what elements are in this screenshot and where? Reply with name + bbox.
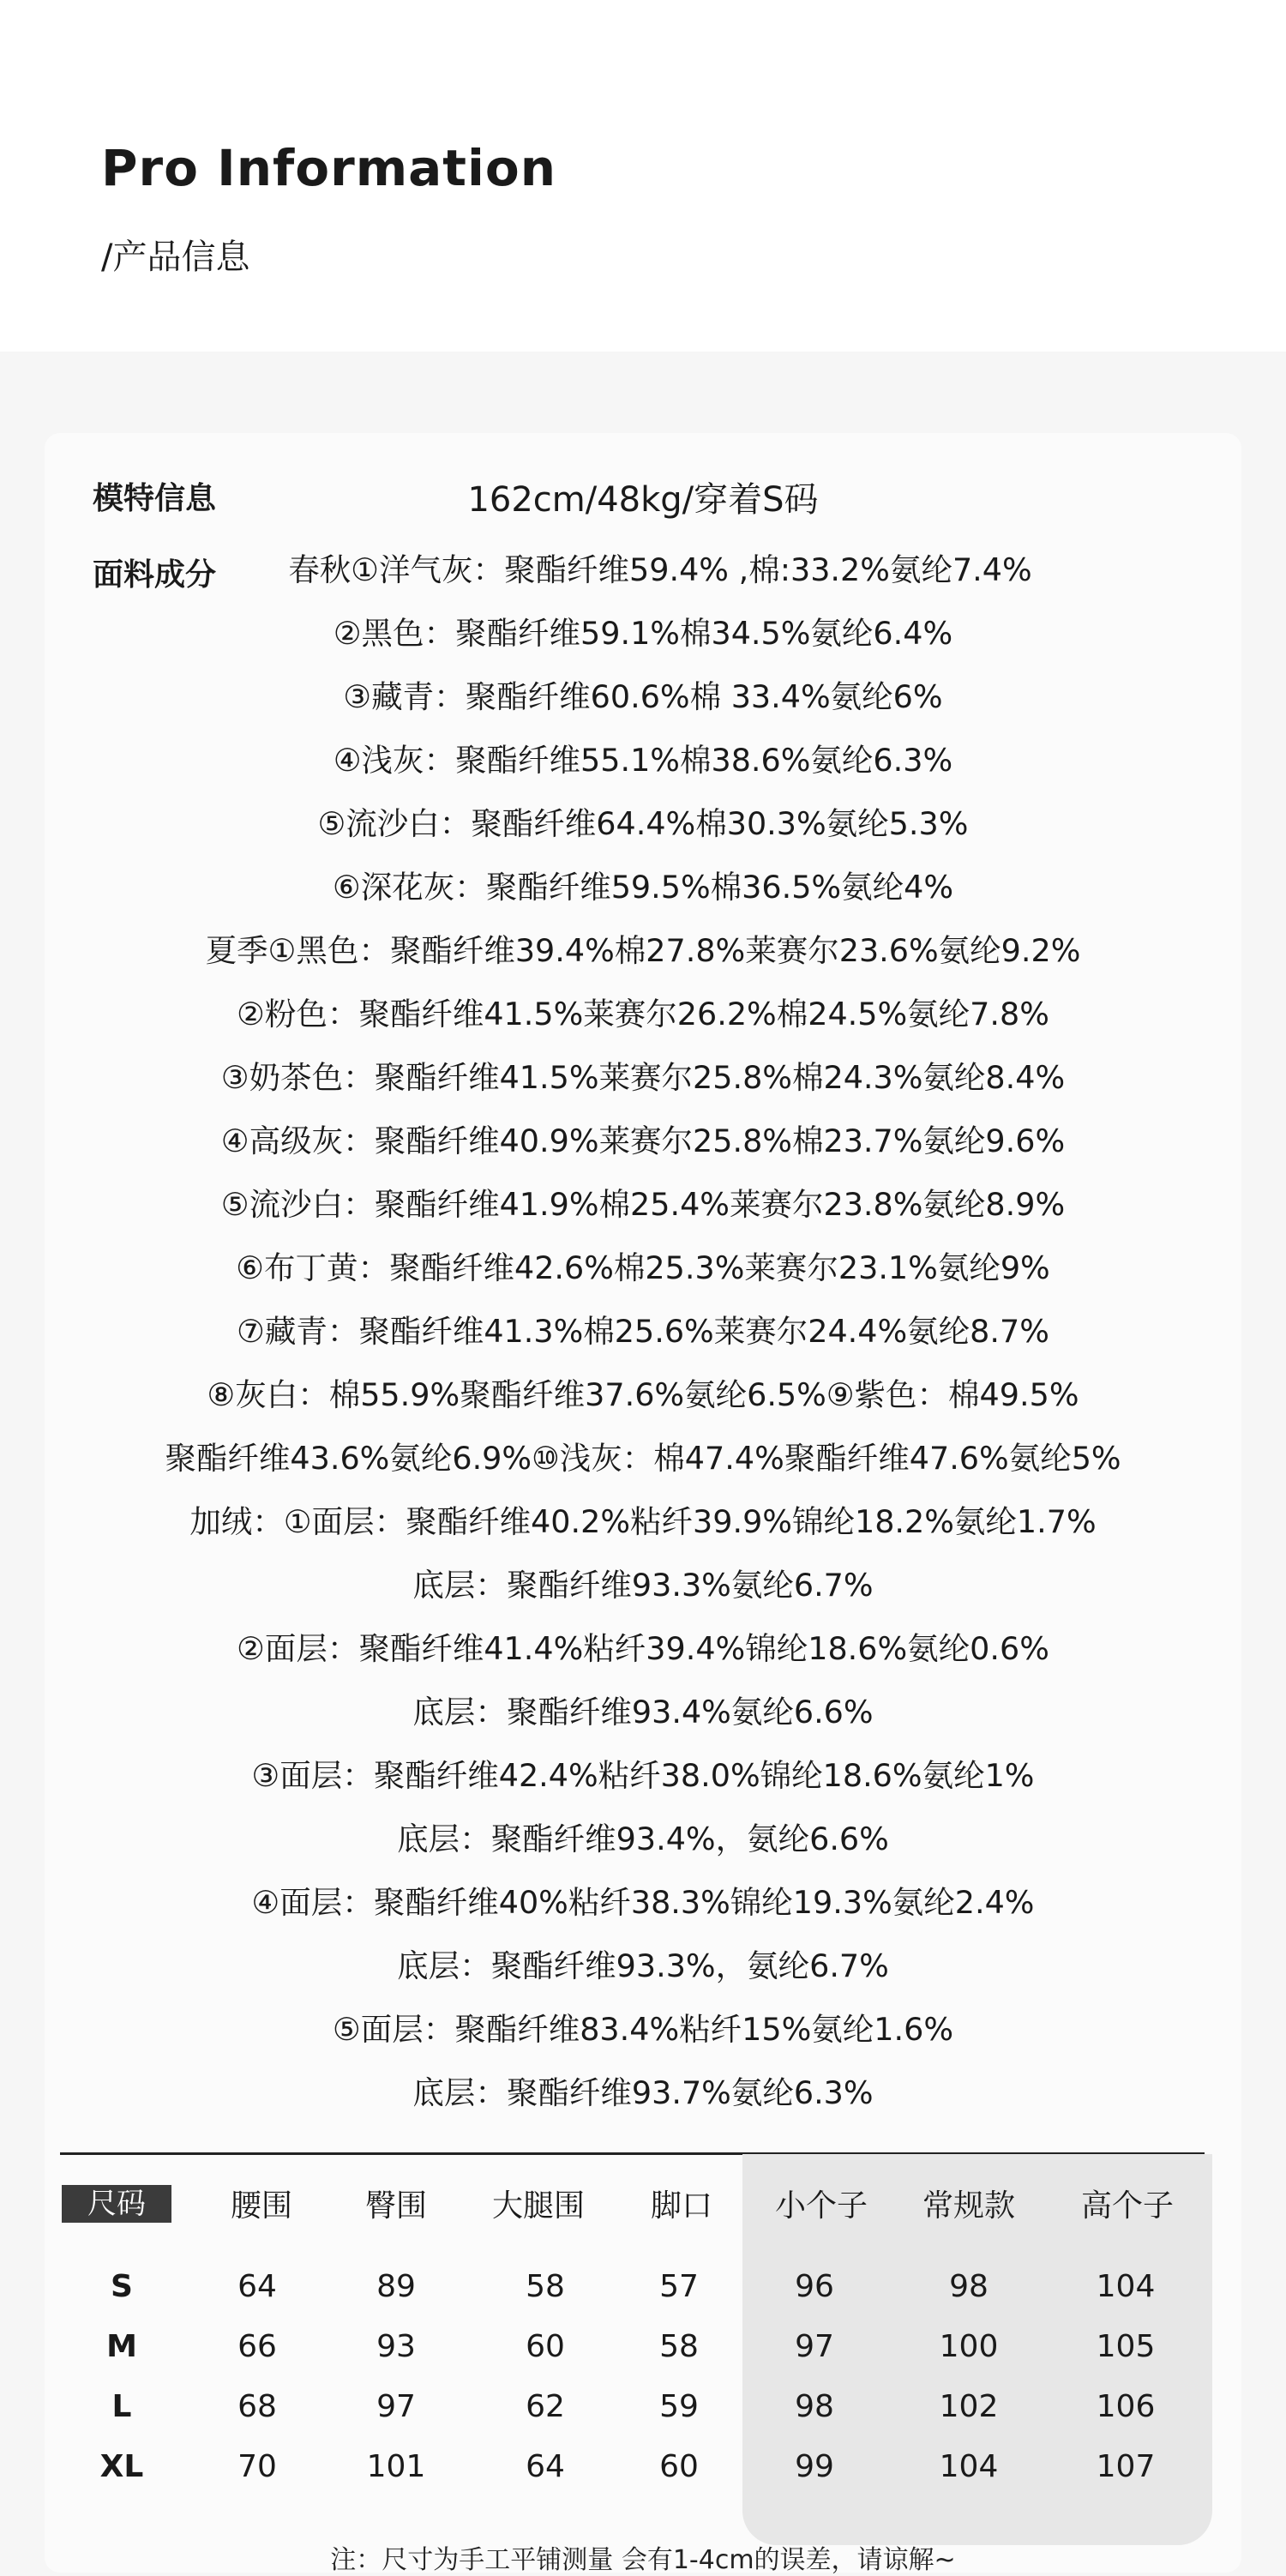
table-cell: 105	[1096, 2329, 1156, 2364]
table-cell: 98	[949, 2269, 989, 2304]
fabric-line: ⑦藏青：聚酯纤维41.3%棉25.6%莱赛尔24.4%氨纶8.7%	[237, 1313, 1049, 1350]
table-cell: 101	[366, 2449, 426, 2484]
table-cell: 64	[237, 2269, 277, 2304]
fabric-line: 底层：聚酯纤维93.3%，氨纶6.7%	[397, 1947, 889, 1984]
table-cell: 59	[659, 2389, 699, 2424]
size-header-tag: 尺码	[62, 2185, 171, 2223]
fabric-line: ⑤流沙白：聚酯纤维41.9%棉25.4%莱赛尔23.8%氨纶8.9%	[220, 1186, 1066, 1223]
column-header: 臀围	[364, 2188, 427, 2224]
fabric-line: 加绒：①面层：聚酯纤维40.2%粘纤39.9%锦纶18.2%氨纶1.7%	[189, 1503, 1097, 1540]
page-subtitle: /产品信息	[101, 238, 250, 277]
table-cell: 70	[237, 2449, 277, 2484]
fabric-label: 面料成分	[93, 557, 217, 593]
table-cell: 102	[939, 2389, 999, 2424]
column-header: 高个子	[1080, 2188, 1174, 2224]
size-row-label: S	[111, 2269, 133, 2304]
table-cell: 104	[1096, 2269, 1156, 2304]
measurement-note: 注：尺寸为手工平铺测量 会有1-4cm的误差，请谅解~	[330, 2545, 956, 2575]
table-cell: 99	[795, 2449, 834, 2484]
fabric-line: ②黑色：聚酯纤维59.1%棉34.5%氨纶6.4%	[333, 615, 953, 652]
table-cell: 66	[237, 2329, 277, 2364]
fabric-line: ⑤流沙白：聚酯纤维64.4%棉30.3%氨纶5.3%	[317, 805, 969, 842]
fabric-line: ⑥深花灰：聚酯纤维59.5%棉36.5%氨纶4%	[332, 869, 954, 906]
table-cell: 93	[376, 2329, 416, 2364]
column-header: 小个子	[774, 2188, 868, 2224]
size-row-label: XL	[99, 2449, 144, 2484]
header-band	[0, 0, 1286, 352]
size-row-label: M	[106, 2329, 137, 2364]
fabric-line: ④高级灰：聚酯纤维40.9%莱赛尔25.8%棉23.7%氨纶9.6%	[220, 1122, 1066, 1159]
table-cell: 60	[526, 2329, 565, 2364]
fabric-line: ⑥布丁黄：聚酯纤维42.6%棉25.3%莱赛尔23.1%氨纶9%	[236, 1249, 1050, 1286]
fabric-line: ③奶茶色：聚酯纤维41.5%莱赛尔25.8%棉24.3%氨纶8.4%	[220, 1059, 1066, 1096]
table-cell: 57	[659, 2269, 699, 2304]
table-cell: 97	[376, 2389, 416, 2424]
table-cell: 68	[237, 2389, 277, 2424]
fabric-line: ②粉色：聚酯纤维41.5%莱赛尔26.2%棉24.5%氨纶7.8%	[237, 996, 1049, 1032]
column-header: 腰围	[230, 2188, 292, 2224]
fabric-line: 底层：聚酯纤维93.7%氨纶6.3%	[412, 2074, 874, 2111]
fabric-line: 底层：聚酯纤维93.3%氨纶6.7%	[412, 1567, 874, 1604]
fabric-line: 底层：聚酯纤维93.4%，氨纶6.6%	[397, 1821, 889, 1857]
page-title: Pro Information	[101, 139, 557, 197]
column-header: 大腿围	[491, 2188, 585, 2224]
fabric-line: 底层：聚酯纤维93.4%氨纶6.6%	[412, 1694, 874, 1730]
table-cell: 98	[795, 2389, 834, 2424]
fabric-line: ⑧灰白：棉55.9%聚酯纤维37.6%氨纶6.5%⑨紫色：棉49.5%	[207, 1376, 1079, 1413]
table-cell: 58	[659, 2329, 699, 2364]
table-cell: 60	[659, 2449, 699, 2484]
table-cell: 89	[376, 2269, 416, 2304]
fabric-line: ③藏青：聚酯纤维60.6%棉 33.4%氨纶6%	[343, 678, 943, 715]
table-cell: 106	[1096, 2389, 1156, 2424]
fabric-line: ④浅灰：聚酯纤维55.1%棉38.6%氨纶6.3%	[333, 742, 953, 779]
fabric-line: 夏季①黑色：聚酯纤维39.4%棉27.8%莱赛尔23.6%氨纶9.2%	[205, 932, 1081, 969]
table-cell: 97	[795, 2329, 834, 2364]
fabric-line: ⑤面层：聚酯纤维83.4%粘纤15%氨纶1.6%	[332, 2011, 954, 2048]
fabric-line: 春秋①洋气灰：聚酯纤维59.4% ,棉:33.2%氨纶7.4%	[288, 551, 1032, 588]
table-cell: 96	[795, 2269, 834, 2304]
table-cell: 62	[526, 2389, 565, 2424]
fabric-line: ②面层：聚酯纤维41.4%粘纤39.4%锦纶18.6%氨纶0.6%	[237, 1630, 1049, 1667]
table-cell: 107	[1096, 2449, 1156, 2484]
size-row-label: L	[111, 2389, 132, 2424]
table-cell: 100	[939, 2329, 999, 2364]
model-info-label: 模特信息	[93, 481, 217, 516]
fabric-line: 聚酯纤维43.6%氨纶6.9%⑩浅灰：棉47.4%聚酯纤维47.6%氨纶5%	[165, 1440, 1121, 1477]
column-header: 常规款	[922, 2188, 1015, 2224]
fabric-line: ④面层：聚酯纤维40%粘纤38.3%锦纶19.3%氨纶2.4%	[251, 1884, 1035, 1921]
fabric-line: ③面层：聚酯纤维42.4%粘纤38.0%锦纶18.6%氨纶1%	[251, 1757, 1035, 1794]
column-header: 脚口	[650, 2188, 712, 2224]
table-cell: 104	[939, 2449, 999, 2484]
table-cell: 58	[526, 2269, 565, 2304]
table-cell: 64	[526, 2449, 565, 2484]
model-info-value: 162cm/48kg/穿着S码	[467, 480, 819, 520]
